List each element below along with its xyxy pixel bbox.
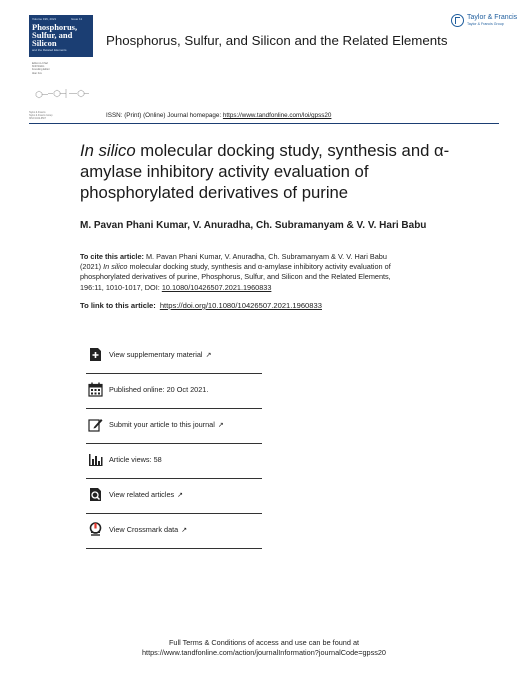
citation-block bbox=[80, 252, 410, 293]
action-article-views bbox=[86, 444, 262, 479]
citation-part1: M. Pavan Phani Kumar, V. Anuradha, Ch. Subramanyam & V. V. Hari Babu (2021) bbox=[80, 252, 387, 272]
journal-cover bbox=[29, 15, 93, 107]
footer bbox=[0, 638, 528, 658]
article-title bbox=[80, 140, 480, 203]
article-link-label: To link to this article: bbox=[80, 301, 156, 310]
footer-terms-url[interactable]: https://www.tandfonline.com/action/journalInformation?journalCode=gpss20 bbox=[142, 648, 386, 657]
action-label: Submit your article to this journal bbox=[109, 420, 215, 429]
journal-homepage-link[interactable]: https://www.tandfonline.com/loi/gpss20 bbox=[222, 112, 332, 119]
action-published-online bbox=[86, 374, 262, 409]
pencil-edit-icon bbox=[88, 417, 103, 432]
article-link-row bbox=[80, 301, 322, 310]
article-doi-url[interactable]: https://doi.org/10.1080/10426507.2021.1960833 bbox=[159, 301, 322, 310]
external-link-icon: ↗ bbox=[181, 527, 188, 534]
citation-doi-link[interactable]: 10.1080/10426507.2021.1960833 bbox=[161, 282, 272, 292]
action-supplementary-material[interactable] bbox=[86, 339, 262, 374]
action-label: View Crossmark data bbox=[109, 525, 179, 534]
action-crossmark-data[interactable] bbox=[86, 514, 262, 549]
publisher-tagline: Taylor & Francis Group bbox=[467, 22, 504, 26]
taylor-francis-logo[interactable] bbox=[451, 13, 521, 33]
article-authors: M. Pavan Phani Kumar, V. Anuradha, Ch. Subramanyam & V. V. Hari Babu bbox=[80, 220, 427, 231]
article-title-rest: molecular docking study, synthesis and α-amylase inhibitory activity evaluation of phosphorylated derivatives of purine bbox=[80, 141, 450, 202]
cover-subtitle: and the Related Elements bbox=[32, 48, 67, 52]
external-link-icon: ↗ bbox=[177, 492, 184, 499]
plus-document-icon bbox=[88, 347, 103, 362]
cover-editors: Editor-in-Chief Kirill Nikitin Founding Editor Alan Fox bbox=[32, 62, 50, 75]
publisher-name: Taylor & Francis bbox=[467, 14, 518, 21]
cover-volume: Volume 196, 2021 bbox=[32, 17, 57, 21]
action-related-articles[interactable] bbox=[86, 479, 262, 514]
tf-logo-icon bbox=[451, 14, 464, 27]
action-label: View related articles bbox=[109, 490, 175, 499]
issn-prefix: ISSN: (Print) (Online) Journal homepage: bbox=[106, 112, 223, 119]
crossmark-icon bbox=[88, 522, 103, 537]
cover-band bbox=[29, 15, 93, 57]
issn-line bbox=[106, 112, 331, 119]
cover-title: Phosphorus, Sulfur, and Silicon bbox=[32, 22, 78, 48]
action-label: Article views: 58 bbox=[109, 455, 162, 464]
footer-terms-text: Full Terms & Conditions of access and use can be found at bbox=[168, 638, 360, 647]
action-label: Published online: 20 Oct 2021. bbox=[109, 385, 209, 394]
action-submit-article[interactable] bbox=[86, 409, 262, 444]
bar-chart-icon bbox=[88, 452, 103, 467]
cover-issue: Issue 11 bbox=[71, 17, 83, 21]
citation-label: To cite this article: bbox=[80, 252, 144, 261]
calendar-icon bbox=[88, 382, 103, 397]
journal-title[interactable]: Phosphorus, Sulfur, and Silicon and the Related Elements bbox=[106, 33, 448, 48]
header-divider bbox=[29, 123, 499, 124]
cover-publisher-text: Taylor & Francis Taylor & Francis Group ISSN 1042-6507 bbox=[29, 112, 53, 120]
cover-chemical-structure bbox=[32, 85, 92, 103]
article-title-italic: In silico bbox=[80, 141, 136, 160]
article-actions-list bbox=[86, 339, 262, 549]
citation-italic: In silico bbox=[103, 262, 128, 272]
external-link-icon: ↗ bbox=[205, 352, 212, 359]
action-label: View supplementary material bbox=[109, 350, 203, 359]
citation-part2: molecular docking study, synthesis and α-amylase inhibitory activity evaluation of phosphorylated derivatives of purine, Phosphorus, Sulfur, and Silicon and the Related Elements, 196:11, 1010-1017, DOI: bbox=[80, 262, 391, 292]
external-link-icon: ↗ bbox=[217, 422, 224, 429]
search-document-icon bbox=[88, 487, 103, 502]
